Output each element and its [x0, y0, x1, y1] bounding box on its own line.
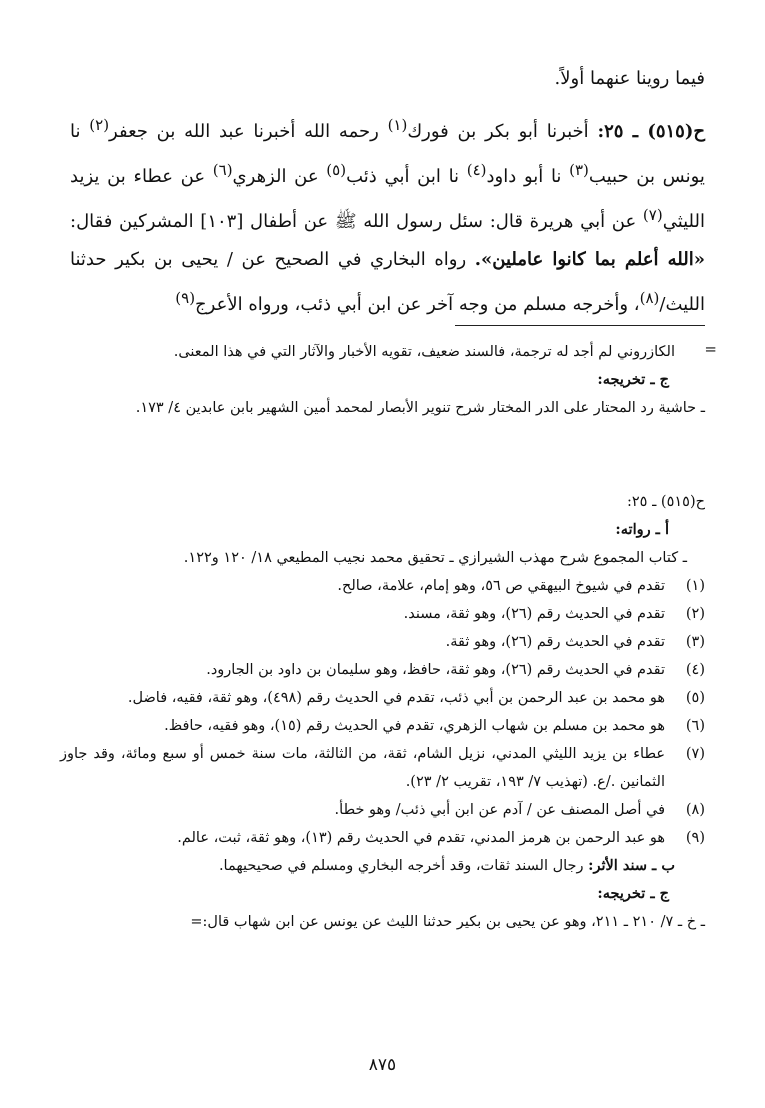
- list-item: [60, 824, 705, 852]
- footnotes-current: [60, 488, 705, 936]
- narrator-notes: [60, 572, 705, 852]
- footnote-ref: (١): [387, 116, 408, 134]
- note-number: (٦): [685, 718, 705, 734]
- footnote-ref: (٥): [326, 161, 347, 179]
- footnote-ref: (٨): [639, 289, 660, 307]
- hadith-text: أخبرنا أبو بكر بن فورك: [407, 121, 589, 142]
- note-text: هو محمد بن مسلم بن شهاب الزهري، تقدم في الحديث رقم (١٥)، وهو فقيه، حافظ.: [164, 718, 665, 734]
- note-text: تقدم في الحديث رقم (٢٦)، وهو ثقة.: [445, 634, 665, 650]
- note-number: (١): [685, 578, 705, 594]
- list-item: [60, 684, 705, 712]
- list-item: [60, 712, 705, 740]
- page-number: ٨٧٥: [368, 1055, 397, 1075]
- main-text: [70, 60, 705, 324]
- hadith-paragraph: [70, 106, 705, 324]
- hadith-text: عن عطاء بن يزيد الليثي: [70, 166, 705, 232]
- sanad-heading: ب ـ سند الأثر:: [588, 857, 675, 874]
- note-text: تقدم في الحديث رقم (٢٦)، وهو ثقة، حافظ، وهو سليمان بن داود بن الجارود.: [206, 662, 665, 678]
- footnotes-previous: [60, 338, 705, 422]
- ruwat-source: ـ كتاب المجموع شرح مهذب الشيرازي ـ تحقيق محمد نجيب المطيعي ١٨/ ١٢٠ و١٢٢.: [183, 550, 687, 566]
- continued-note: الكازروني لم أجد له ترجمة، فالسند ضعيف، تقويه الأخبار والآثار التي في هذا المعنى.: [173, 344, 675, 360]
- note-number: (٤): [685, 662, 705, 678]
- continuation-marker: =: [704, 340, 717, 358]
- takhrij-heading: ج ـ تخريجه:: [597, 885, 669, 902]
- note-text: تقدم في شيوخ البيهقي ص ٥٦، وهو إمام، علامة، صالح.: [337, 578, 665, 594]
- ruwat-heading: أ ـ رواته:: [615, 521, 669, 538]
- intro-line: فيما روينا عنهما أولاً.: [554, 68, 705, 89]
- list-item: [60, 740, 705, 796]
- hadith-text: نا يونس بن حبيب: [70, 121, 705, 187]
- takhrij-heading: ج ـ تخريجه:: [597, 371, 669, 388]
- footnote-ref: (٣): [569, 161, 589, 179]
- footnote-ref: (٧): [642, 206, 663, 224]
- footnote-ref: (٩): [175, 289, 196, 307]
- note-text: هو عبد الرحمن بن هرمز المدني، تقدم في الحديث رقم (١٣)، وهو ثقة، ثبت، عالم.: [177, 830, 665, 846]
- takhrij-source: ـ خ ـ ٧/ ٢١٠ ـ ٢١١، وهو عن يحيى بن بكير حدثنا الليث عن يونس عن ابن شهاب قال:=: [190, 914, 705, 930]
- footnote-ref: (٦): [212, 161, 233, 179]
- hadith-label: ح(٥١٥) ـ ٢٥:: [597, 121, 705, 142]
- note-number: (٢): [685, 606, 705, 622]
- list-item: [60, 656, 705, 684]
- hadith-footnote-label: ح(٥١٥) ـ ٢٥:: [627, 494, 705, 510]
- hadith-text: عن أبي هريرة قال: سئل رسول الله ﷺ عن أطفال [١٠٣] المشركين فقال:: [70, 211, 637, 232]
- takhrij-source: ـ حاشية رد المحتار على الدر المختار شرح تنوير الأبصار لمحمد أمين الشهير بابن عابدين ٤/ ١٧٣.: [135, 400, 705, 416]
- note-number: (٩): [685, 830, 705, 846]
- hadith-text: نا أبو داود: [486, 166, 562, 187]
- note-text: في أصل المصنف عن / آدم عن ابن أبي ذئب/ وهو خطأ.: [334, 802, 665, 818]
- note-number: (٧): [685, 746, 705, 762]
- note-number: (٣): [685, 634, 705, 650]
- note-text: عطاء بن يزيد الليثي المدني، نزيل الشام، ثقة، من الثالثة، مات سنة خمس أو سبع ومائة، وقد جاوز الثمانين ./ع. (تهذيب ٧/ ١٩٣، تقريب ٢/ ٢٣).: [60, 746, 665, 790]
- note-text: هو محمد بن عبد الرحمن بن أبي ذئب، تقدم في الحديث رقم (٤٩٨)، وهو ثقة، فقيه، فاضل.: [127, 690, 665, 706]
- footnote-ref: (٢): [89, 116, 110, 134]
- sanad-text: رجال السند ثقات، وقد أخرجه البخاري ومسلم في صحيحيهما.: [218, 858, 584, 874]
- list-item: [60, 628, 705, 656]
- footnote-divider: [455, 325, 705, 326]
- note-number: (٥): [685, 690, 705, 706]
- list-item: [60, 796, 705, 824]
- hadith-text: ، وأخرجه مسلم من وجه آخر عن ابن أبي ذئب، ورواه الأعرج: [195, 294, 640, 315]
- note-text: تقدم في الحديث رقم (٢٦)، وهو ثقة، مسند.: [403, 606, 665, 622]
- list-item: [60, 600, 705, 628]
- note-number: (٨): [685, 802, 705, 818]
- footnote-ref: (٤): [466, 161, 487, 179]
- list-item: [60, 572, 705, 600]
- sanad-line: [60, 852, 705, 880]
- hadith-text: رواه البخاري في الصحيح عن / يحيى بن بكير حدثنا الليث/: [70, 249, 705, 315]
- hadith-quote: «الله أعلم بما كانوا عاملين».: [474, 249, 705, 270]
- hadith-text: رحمه الله أخبرنا عبد الله بن جعفر: [109, 121, 379, 142]
- hadith-text: عن الزهري: [232, 166, 319, 187]
- hadith-text: نا ابن أبي ذئب: [346, 166, 460, 187]
